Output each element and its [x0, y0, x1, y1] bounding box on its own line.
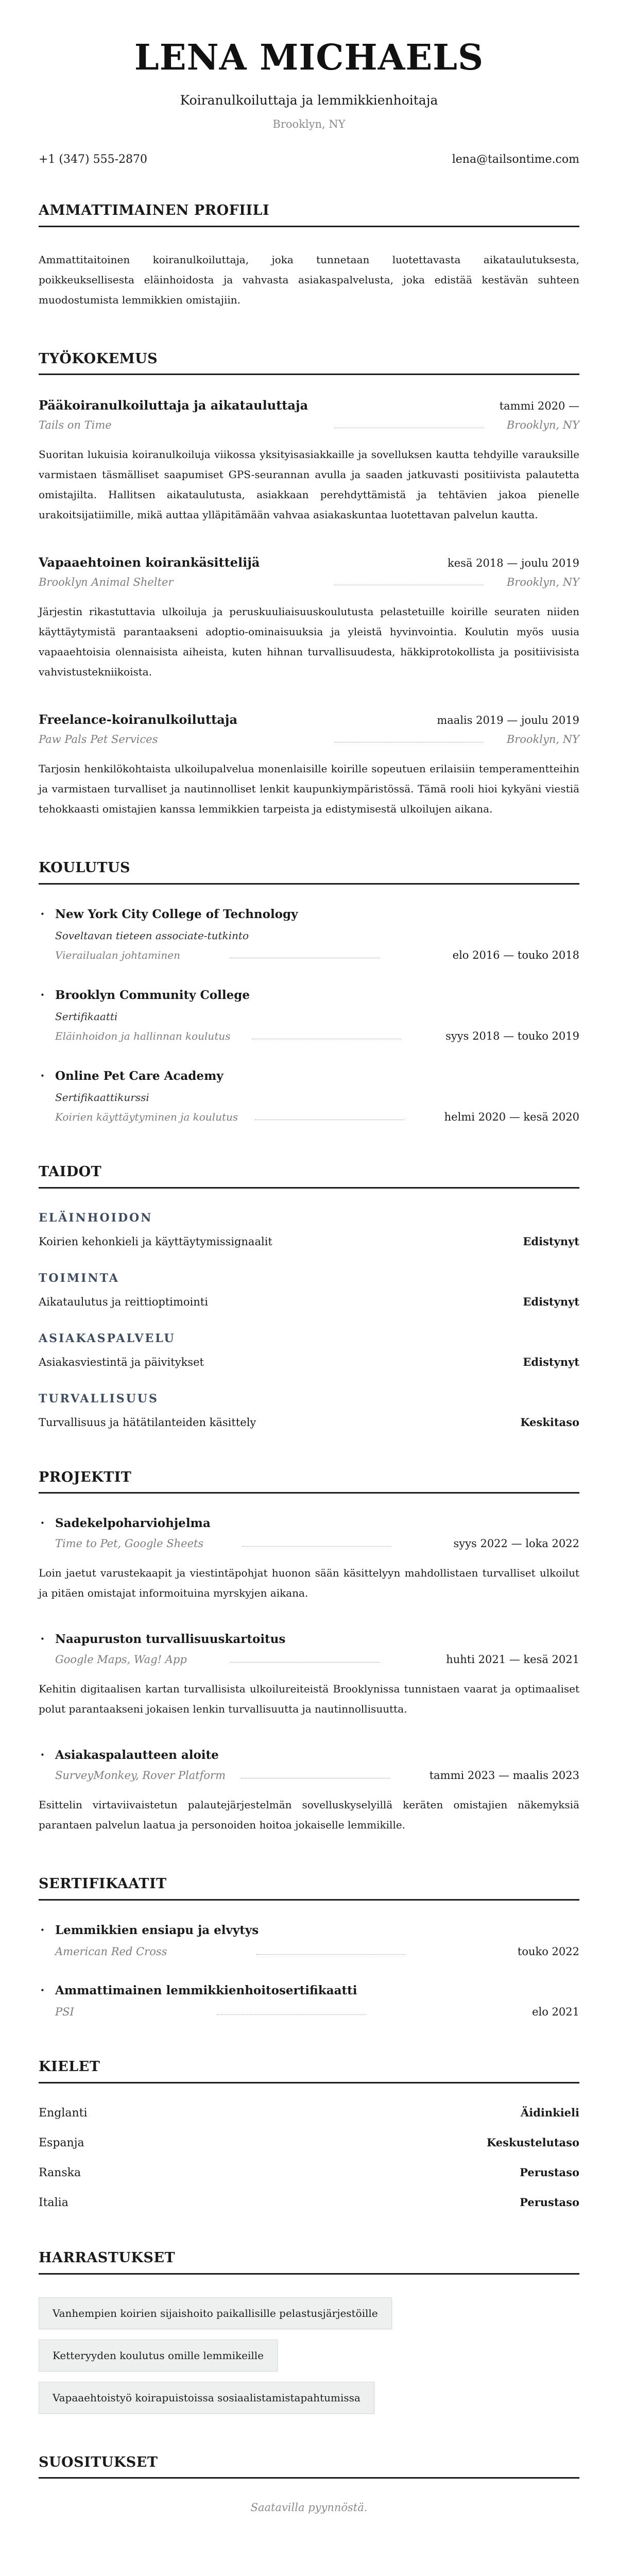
certificate-date: elo 2021: [532, 2006, 579, 2019]
job-company: Tails on Time: [39, 419, 112, 432]
hobby-tag: Ketteryyden koulutus omille lemmikeille: [39, 2340, 278, 2371]
dotted-leader: [217, 2014, 366, 2015]
language-row: [39, 2196, 579, 2209]
job-title: Vapaaehtoinen koirankäsittelijä: [39, 555, 260, 570]
language-level: Perustaso: [520, 2165, 579, 2179]
section-references: [39, 2455, 579, 2514]
job-entry: [39, 555, 579, 682]
skill-group: [39, 1211, 579, 1248]
project-tools: Google Maps, Wag! App: [55, 1653, 187, 1666]
project-title: Asiakaspalautteen aloite: [55, 1748, 219, 1762]
language-row: [39, 2166, 579, 2179]
job-company-row: [39, 419, 579, 431]
hobby-tag: Vapaaehtoistyö koirapuistoissa sosiaalistamistapahtumissa: [39, 2382, 374, 2414]
project-description: Esittelin virtaviivaistetun palautejärjestelmän sovelluskyselyillä keräten omistajien näkemyksiä parantaen palvelun laatua ja personoiden hoitoa jokaiselle lemmikille.: [39, 1799, 579, 1832]
dotted-leader: [242, 1546, 391, 1547]
project-tools-row: [55, 1653, 579, 1666]
certificate-title: Ammattimainen lemmikkienhoitosertifikaatti: [55, 1984, 357, 1998]
job-dates: tammi 2020 —: [499, 400, 579, 413]
certificate-issuer: American Red Cross: [55, 1945, 167, 1958]
skill-row: [39, 1295, 579, 1308]
section-experience: [39, 351, 579, 820]
education-entry: [39, 1069, 579, 1123]
education-dates: helmi 2020 — kesä 2020: [444, 1111, 579, 1124]
skill-name: Turvallisuus ja hätätilanteiden käsittely: [39, 1416, 256, 1429]
school-row: [39, 1069, 579, 1083]
dotted-leader: [256, 1954, 405, 1955]
job-title: Pääkoiranulkoiluttaja ja aikatauluttaja: [39, 398, 308, 413]
project-title-row: [39, 1632, 579, 1646]
project-dates: syys 2022 — loka 2022: [453, 1537, 579, 1550]
section-hobbies: [39, 2250, 579, 2414]
profile-text: Ammattitaitoinen koiranulkoiluttaja, joka tunnetaan luotettavasta aikataulutuksesta, poikkeuksellisesta eläinhoidosta ja vahvasta asiakaspalvelusta, joka edistää kestävän suhteen muodostumista lemmikkien omistajiin.: [39, 253, 579, 306]
job-dates: maalis 2019 — joulu 2019: [437, 714, 579, 727]
job-company: Paw Pals Pet Services: [39, 733, 158, 746]
degree: Sertifikaattikurssi: [55, 1091, 149, 1104]
project-description: Kehitin digitaalisen kartan turvallisista ulkoilureiteistä Brooklynissa tunnistaen vaarat ja optimaaliset polut parantaakseni jokaisen lenkin turvallisuutta ja nautinnollisuutta.: [39, 1683, 579, 1716]
job-location: Brooklyn, NY: [506, 733, 579, 746]
job-description: Tarjosin henkilökohtaista ulkoilupalvelua monenlaisille koirille sopeutuen erilaisiin temperamentteihin ja varmistaen turvalliset ja nautinnolliset lenkit kaupunkiympäristössä. Tämä rooli hioi kykyäni viestiä tehokkaasti omistajien kanssa lemmikkien tarpeista ja edistymisestä ulkoilujen aikana.: [39, 762, 579, 816]
field-row: [55, 949, 579, 961]
language-name: Italia: [39, 2196, 68, 2209]
degree: Soveltavan tieteen associate-tutkinto: [55, 929, 249, 942]
skill-level: Edistynyt: [523, 1234, 579, 1248]
skill-group: [39, 1332, 579, 1368]
certificate-title-row: [39, 1923, 579, 1937]
skill-row: [39, 1235, 579, 1248]
section-profile: [39, 203, 579, 310]
job-entry: [39, 712, 579, 819]
job-title-row: [39, 712, 579, 727]
hobbies-heading: HARRASTUKSET: [39, 2250, 579, 2275]
project-description: Loin jaetut varustekaapit ja viestintäpohjat huonon sään käsittelyyn mahdollistaen turvalliset ulkoilut ja pitäen omistajat informoituina myrskyjen aikana.: [39, 1567, 579, 1600]
field-of-study: Eläinhoidon ja hallinnan koulutus: [55, 1030, 231, 1043]
resume-header: [39, 37, 579, 166]
school-name: Online Pet Care Academy: [55, 1069, 224, 1083]
job-title-row: [39, 398, 579, 413]
project-tools-row: [55, 1769, 579, 1782]
skills-heading: TAIDOT: [39, 1164, 579, 1189]
language-level: Äidinkieli: [520, 2106, 579, 2119]
skill-row: [39, 1416, 579, 1429]
person-name: LENA MICHAELS: [134, 37, 484, 78]
skill-row: [39, 1355, 579, 1368]
job-location: Brooklyn, NY: [506, 576, 579, 589]
person-location: Brooklyn, NY: [272, 118, 346, 130]
project-dates: tammi 2023 — maalis 2023: [429, 1769, 579, 1782]
project-title-row: [39, 1748, 579, 1762]
job-company-row: [39, 733, 579, 745]
school-name: Brooklyn Community College: [55, 988, 250, 1003]
references-heading: SUOSITUKSET: [39, 2455, 579, 2479]
certificate-issuer-row: [55, 2006, 579, 2018]
certificate-entry: [39, 1984, 579, 2018]
job-company-row: [39, 576, 579, 588]
profile-heading: AMMATTIMAINEN PROFIILI: [39, 203, 579, 227]
project-entry: [39, 1516, 579, 1603]
skill-category: TOIMINTA: [39, 1271, 119, 1285]
project-title: Naapuruston turvallisuuskartoitus: [55, 1632, 286, 1647]
job-description: Suoritan lukuisia koiranulkoiluja viikossa yksityisasiakkaille ja sovelluksen kautta tehdyille varauksille varmistaen täsmälliset saapumiset GPS-seurannan avulla ja saaden jatkuvasti positiivista palautetta omistajilta. Hallitsen aikataulutusta, asiakkaan perehdyttämistä ja tehtävien jakoa pienelle urakoitsijatiimille, mikä auttaa ylläpitämään vahvaa asiakaskuntaa luotettavan palvelun kautta.: [39, 448, 579, 521]
language-level: Keskustelutaso: [486, 2136, 579, 2149]
job-title-row: [39, 555, 579, 570]
project-entry: [39, 1748, 579, 1835]
section-certificates: [39, 1876, 579, 2018]
project-tools-row: [55, 1537, 579, 1550]
education-dates: syys 2018 — touko 2019: [445, 1030, 579, 1043]
certificate-date: touko 2022: [517, 1945, 579, 1958]
language-row: [39, 2136, 579, 2149]
job-location: Brooklyn, NY: [506, 419, 579, 432]
dotted-leader: [230, 1662, 380, 1663]
language-name: Ranska: [39, 2166, 81, 2179]
skill-category: TURVALLISUUS: [39, 1392, 159, 1405]
certificate-issuer-row: [55, 1945, 579, 1958]
skill-category: ASIAKASPALVELU: [39, 1331, 176, 1345]
certificate-title-row: [39, 1984, 579, 1997]
job-description: Järjestin rikastuttavia ulkoiluja ja peruskuuliaisuuskoulutusta pelastetuille koirille seuraten niiden käyttäytymistä parantaakseni adoptio-ominaisuuksia ja yleistä hyvinvointia. Koulutin myös uusia vapaaehtoisia olennaisista aiheista, kuten hihnan turvallisuudesta, häkkiprotokollista ja positiivisista vahvistustekniikoista.: [39, 605, 579, 679]
school-row: [39, 907, 579, 921]
project-title: Sadekelpoharviohjelma: [55, 1516, 211, 1531]
education-dates: elo 2016 — touko 2018: [452, 949, 579, 962]
education-entry: [39, 907, 579, 961]
degree: Sertifikaatti: [55, 1010, 118, 1023]
field-row: [55, 1111, 579, 1123]
job-dates: kesä 2018 — joulu 2019: [448, 557, 579, 570]
section-education: [39, 860, 579, 1123]
phone-number: +1 (347) 555-2870: [39, 153, 147, 166]
field-of-study: Koirien käyttäytyminen ja koulutus: [55, 1111, 238, 1124]
contact-row: [39, 153, 579, 166]
project-tools: SurveyMonkey, Rover Platform: [55, 1769, 226, 1782]
skill-group: [39, 1272, 579, 1308]
language-row: [39, 2106, 579, 2120]
job-entry: [39, 398, 579, 525]
certificates-heading: SERTIFIKAATIT: [39, 1876, 579, 1901]
job-company: Brooklyn Animal Shelter: [39, 576, 174, 589]
language-level: Perustaso: [520, 2195, 579, 2209]
project-tools: Time to Pet, Google Sheets: [55, 1537, 204, 1550]
education-entry: [39, 988, 579, 1042]
person-job-title: Koiranulkoiluttaja ja lemmikkienhoitaja: [180, 93, 438, 108]
skill-category: ELÄINHOIDON: [39, 1211, 153, 1225]
section-skills: [39, 1164, 579, 1429]
language-name: Englanti: [39, 2106, 88, 2120]
skill-group: [39, 1392, 579, 1429]
projects-heading: PROJEKTIT: [39, 1470, 579, 1494]
skill-level: Keskitaso: [520, 1415, 579, 1429]
school-row: [39, 988, 579, 1002]
certificate-entry: [39, 1923, 579, 1958]
project-dates: huhti 2021 — kesä 2021: [446, 1653, 579, 1666]
languages-heading: KIELET: [39, 2059, 579, 2083]
skill-level: Edistynyt: [523, 1355, 579, 1368]
job-title: Freelance-koiranulkoiluttaja: [39, 712, 238, 727]
field-row: [55, 1030, 579, 1042]
section-projects: [39, 1470, 579, 1836]
experience-heading: TYÖKOKEMUS: [39, 351, 579, 376]
certificate-issuer: PSI: [55, 2006, 74, 2019]
language-name: Espanja: [39, 2136, 84, 2149]
skill-name: Koirien kehonkieli ja käyttäytymissignaalit: [39, 1235, 272, 1248]
hobby-tag: Vanhempien koirien sijaishoito paikallisille pelastusjärjestöille: [39, 2297, 392, 2329]
project-title-row: [39, 1516, 579, 1530]
certificate-title: Lemmikkien ensiapu ja elvytys: [55, 1923, 259, 1938]
project-entry: [39, 1632, 579, 1719]
education-heading: KOULUTUS: [39, 860, 579, 885]
references-note: Saatavilla pyynnöstä.: [250, 2501, 368, 2514]
email-address: lena@tailsontime.com: [452, 153, 579, 166]
section-languages: [39, 2059, 579, 2209]
skill-name: Aikataulutus ja reittioptimointi: [39, 1295, 208, 1308]
school-name: New York City College of Technology: [55, 907, 298, 922]
skill-name: Asiakasviestintä ja päivitykset: [39, 1355, 204, 1368]
skill-level: Edistynyt: [523, 1295, 579, 1308]
field-of-study: Vierailualan johtaminen: [55, 949, 181, 962]
